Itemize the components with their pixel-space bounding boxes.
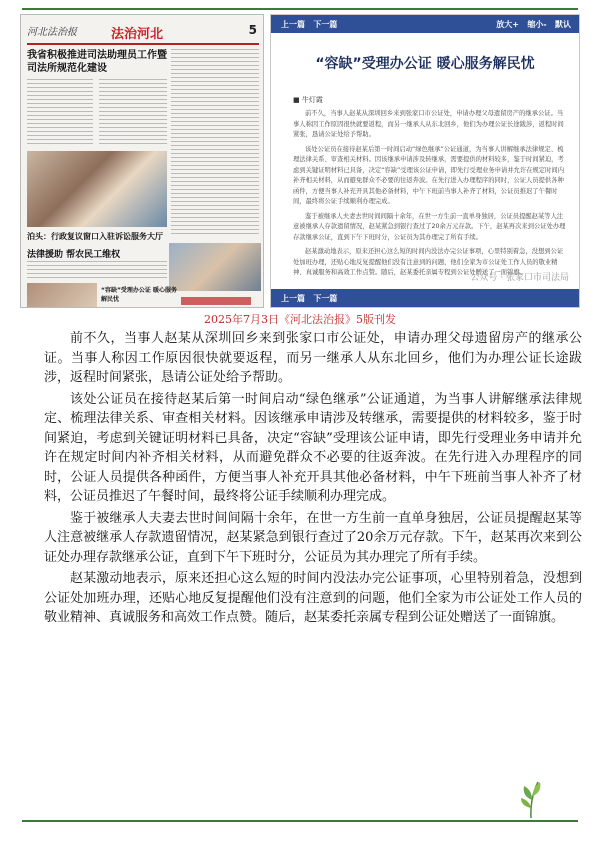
reader-paragraph: 鉴于被继承人夫妻去世时间间隔十余年，在世一方生前一直单身独居，公证员提醒赵某等人注意被继承人存款遗留情况，赵某紧急到银行查过了20余万元存款。下午，赵某再次来到公证处办理存款继承公证，直到下午下班时分，公证员为其办理完了所有手续。 (293, 212, 566, 241)
zoom-out-button[interactable]: 缩小- (527, 20, 547, 29)
reader-article-title: “容缺”受理办公证 暖心服务解民忧 (315, 56, 535, 72)
text-column (27, 79, 93, 147)
article-paragraph: 该处公证员在接待赵某后第一时间启动“绿色继承”公证通道，为当事人讲解继承法律规定、梳理法律关系、审查相关材料。因该继承申请涉及转继承，需要提供的材料较多，鉴于时间紧迫，考虑到关键证明材料已具备，决定“容缺”受理该公证申请，即先行受理业务申请并允许在规定时间内补齐相关材料，从而避免群众不必要的往返奔波。在先行进入办理程序的同时，公证人员提供各种函件，方便当事人补充开具其他必备材料，中午下班前当事人补齐了材料，公证员推迟了午餐时间，最终将公证手续顺利办理完成。 (44, 391, 582, 504)
news-photo (27, 283, 97, 308)
sub-headline: 泊头：行政复议窗口入驻诉讼服务大厅 (27, 232, 163, 241)
text-column (27, 261, 167, 281)
leaf-icon (518, 778, 544, 818)
newspaper-page-image (20, 14, 264, 308)
article-body (44, 329, 582, 630)
article-paragraph: 鉴于被继承人夫妻去世时间间隔十余年，在世一方生前一直单身独居，公证员提醒赵某等人注意被继承人存款遗留情况，赵某紧急到银行查过了20余万元存款。下午，赵某再次来到公证处办理存款继承公证，直到下午下班时分，公证员为其办理完了所有手续。 (44, 510, 582, 565)
newspaper-masthead (27, 21, 259, 45)
newspaper-headline: 我省积极推进司法助理员工作暨司法所规范化建设 (27, 50, 167, 74)
prev-article-link[interactable]: 上一篇 (281, 294, 305, 303)
reader-paragraph: 赵某激动地表示，原来还担心这么短的时间内没法办完公证事项，心里特别着急，没想到公证处加班办理，还贴心地反复提醒他们没有注意到的问题，他们全家为市公证处工作人员的敬业精神、真诚服务和高效工作点赞。随后，赵某委托亲属专程到公证处赠送了一面锦旗。 (293, 248, 564, 276)
text-column (99, 79, 167, 147)
article-paragraph: 前不久，当事人赵某从深圳回乡来到张家口市公证处，申请办理父母遗留房产的继承公证。当事人称因工作原因很快就要返程，而另一继承人从东北回乡，他们为办理公证长途跋涉，返程时间紧张，恳请公证处给予帮助。 (44, 331, 582, 385)
article-reader-panel (270, 14, 580, 308)
sub-headline: “容缺”受理办公证 暖心服务解民忧 (101, 287, 177, 303)
reader-top-nav (271, 15, 579, 33)
reader-paragraph: 该处公证员在接待赵某后第一时间启动“绿色继承”公证通道，为当事人讲解继承法律规定、梳理法律关系、审查相关材料。因该继承申请涉及转继承，需要提供的材料较多，鉴于时间紧迫，考虑到关键证明材料已具备，决定“容缺”受理该公证申请，即先行受理业务申请并允许在规定时间内补齐相关材料，从而避免群众不必要的往返奔波。在先行进入办理程序的同时，公证人员提供各种函件，方便当事人补充开具其他必备材料，中午下班前当事人补齐了材料，公证员推迟了午餐时间，最终将公证手续顺利办理完成。 (293, 145, 564, 205)
sub-headline: 法律援助 帮农民工维权 (27, 250, 121, 260)
zoom-in-button[interactable]: 放大+ (496, 20, 519, 29)
next-article-link[interactable]: 下一篇 (313, 20, 338, 29)
top-divider (22, 8, 578, 10)
reader-article-body (293, 109, 567, 283)
wechat-watermark: 公众号 · 张家口市司法局 (470, 273, 569, 283)
prev-article-link[interactable]: 上一篇 (281, 20, 305, 29)
page-number: 5 (248, 23, 257, 37)
news-photo (169, 243, 261, 291)
reader-author: ■ 牛灯霞 (293, 96, 323, 104)
newspaper-logo: 河北法治报 (27, 27, 77, 38)
next-article-link[interactable]: 下一篇 (313, 294, 338, 303)
text-column (171, 49, 259, 237)
default-size-button[interactable]: 默认 (555, 20, 571, 29)
publication-caption: 2025年7月3日《河北法治报》5版刊发 (204, 313, 396, 326)
news-photo (27, 151, 167, 227)
section-title: 法治河北 (111, 27, 164, 42)
footer-stamp (181, 297, 251, 305)
reader-bottom-nav (271, 289, 579, 307)
bottom-divider (22, 820, 578, 822)
article-paragraph: 赵某激动地表示，原来还担心这么短的时间内没法办完公证事项，心里特别着急，没想到公证处加班办理，还贴心地反复提醒他们没有注意到的问题，他们全家为市公证处工作人员的敬业精神、真诚服务和高效工作点赞。随后，赵某委托亲属专程到公证处赠送了一面锦旗。 (44, 571, 582, 625)
reader-paragraph: 前不久，当事人赵某从深圳回乡来到张家口市公证处，申请办理父母遗留房产的继承公证。当事人称因工作原因很快就要返程，而另一继承人从东北回乡，他们为办理公证长途跋涉，返程时间紧张，恳请公证处给予帮助。 (293, 110, 564, 138)
